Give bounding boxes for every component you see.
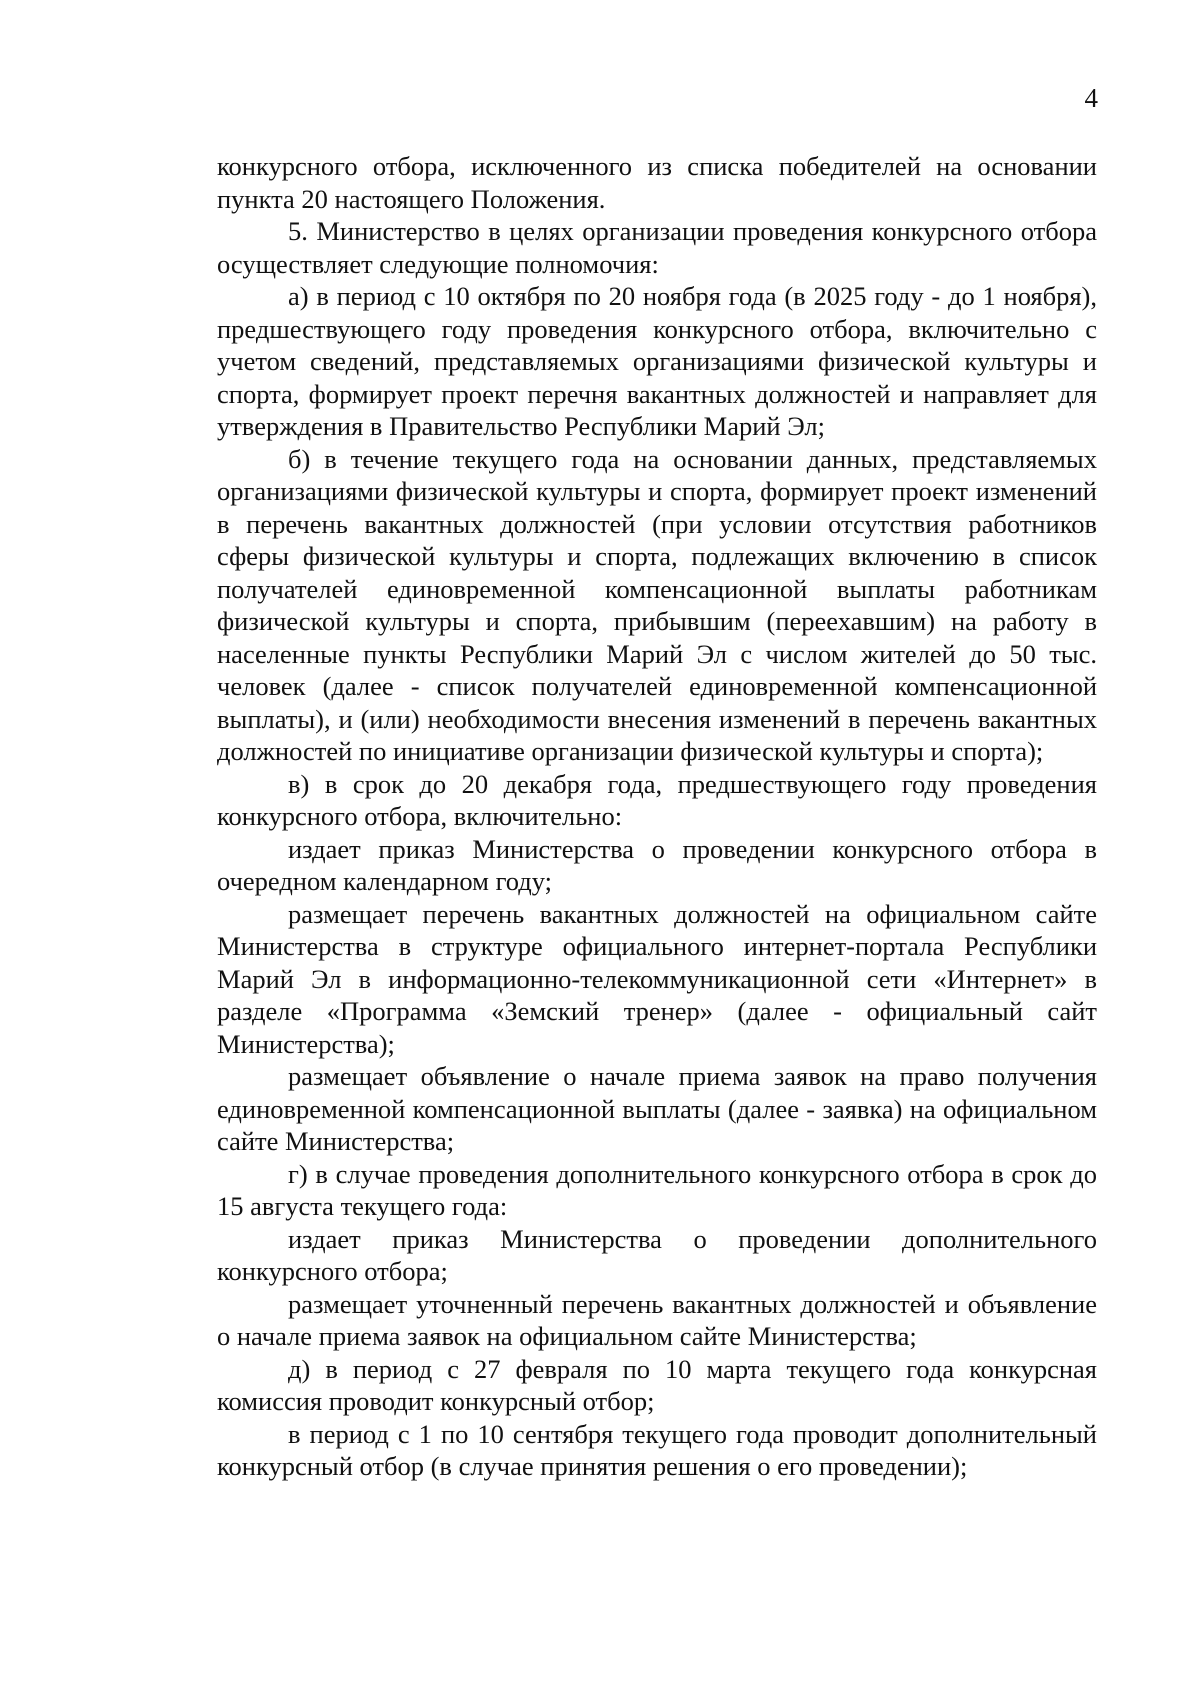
paragraph-updated-list: размещает уточненный перечень вакантных должностей и объявление о начале приема заявок на официальном сайте Министерства; — [217, 1288, 1097, 1351]
paragraph-subitem-d: д) в период с 27 февраля по 10 марта текущего года конкурсная комиссия проводит конкурсный отбор; — [217, 1353, 1097, 1416]
paragraph-item-5: 5. Министерство в целях организации проведения конкурсного отбора осуществляет следующие полномочия: — [217, 216, 1097, 279]
paragraph-list-publication: размещает перечень вакантных должностей на официальном сайте Министерства в структуре официального интернет-портала Республики Марий Эл в информационно-телекоммуникационной сети «Интернет» в разделе «Программа «Земский тренер» (далее - официальный сайт Министерства); — [217, 898, 1097, 1059]
paragraph-subitem-b: б) в течение текущего года на основании данных, представляемых организациями физической культуры и спорта, формирует проект изменений в перечень вакантных должностей (при условии отсутствия работников сферы физической культуры и спорта, подлежащих включению в список получателей единовременной компенсационной выплаты работникам физической культуры и спорта, прибывшим (переехавшим) на работу в населенные пункты Республики Марий Эл с числом жителей до 50 тыс. человек (далее - список получателей единовременной компенсационной выплаты), и (или) необходимости внесения изменений в перечень вакантных должностей по инициативе организации физической культуры и спорта); — [217, 443, 1097, 766]
paragraph-order-issue: издает приказ Министерства о проведении конкурсного отбора в очередном календарном году; — [217, 833, 1097, 896]
paragraph-announcement: размещает объявление о начале приема заявок на право получения единовременной компенсационной выплаты (далее - заявка) на официальном сайте Министерства; — [217, 1061, 1097, 1156]
paragraph-continuation: конкурсного отбора, исключенного из списка победителей на основании пункта 20 настоящего Положения. — [217, 151, 1097, 214]
page-number: 4 — [1084, 83, 1098, 113]
paragraph-subitem-v: в) в срок до 20 декабря года, предшествующего году проведения конкурсного отбора, включительно: — [217, 768, 1097, 831]
paragraph-subitem-a: а) в период с 10 октября по 20 ноября года (в 2025 году - до 1 ноября), предшествующего году проведения конкурсного отбора, включительно с учетом сведений, представляемых организациями физической культуры и спорта, формирует проект перечня вакантных должностей и направляет для утверждения в Правительство Республики Марий Эл; — [217, 281, 1097, 441]
paragraph-additional-selection: в период с 1 по 10 сентября текущего года проводит дополнительный конкурсный отбор (в случае принятия решения о его проведении); — [217, 1418, 1097, 1481]
paragraph-additional-order: издает приказ Министерства о проведении дополнительного конкурсного отбора; — [217, 1223, 1097, 1286]
document-body — [217, 150, 1097, 1483]
paragraph-subitem-g: г) в случае проведения дополнительного конкурсного отбора в срок до 15 августа текущего года: — [217, 1158, 1097, 1221]
